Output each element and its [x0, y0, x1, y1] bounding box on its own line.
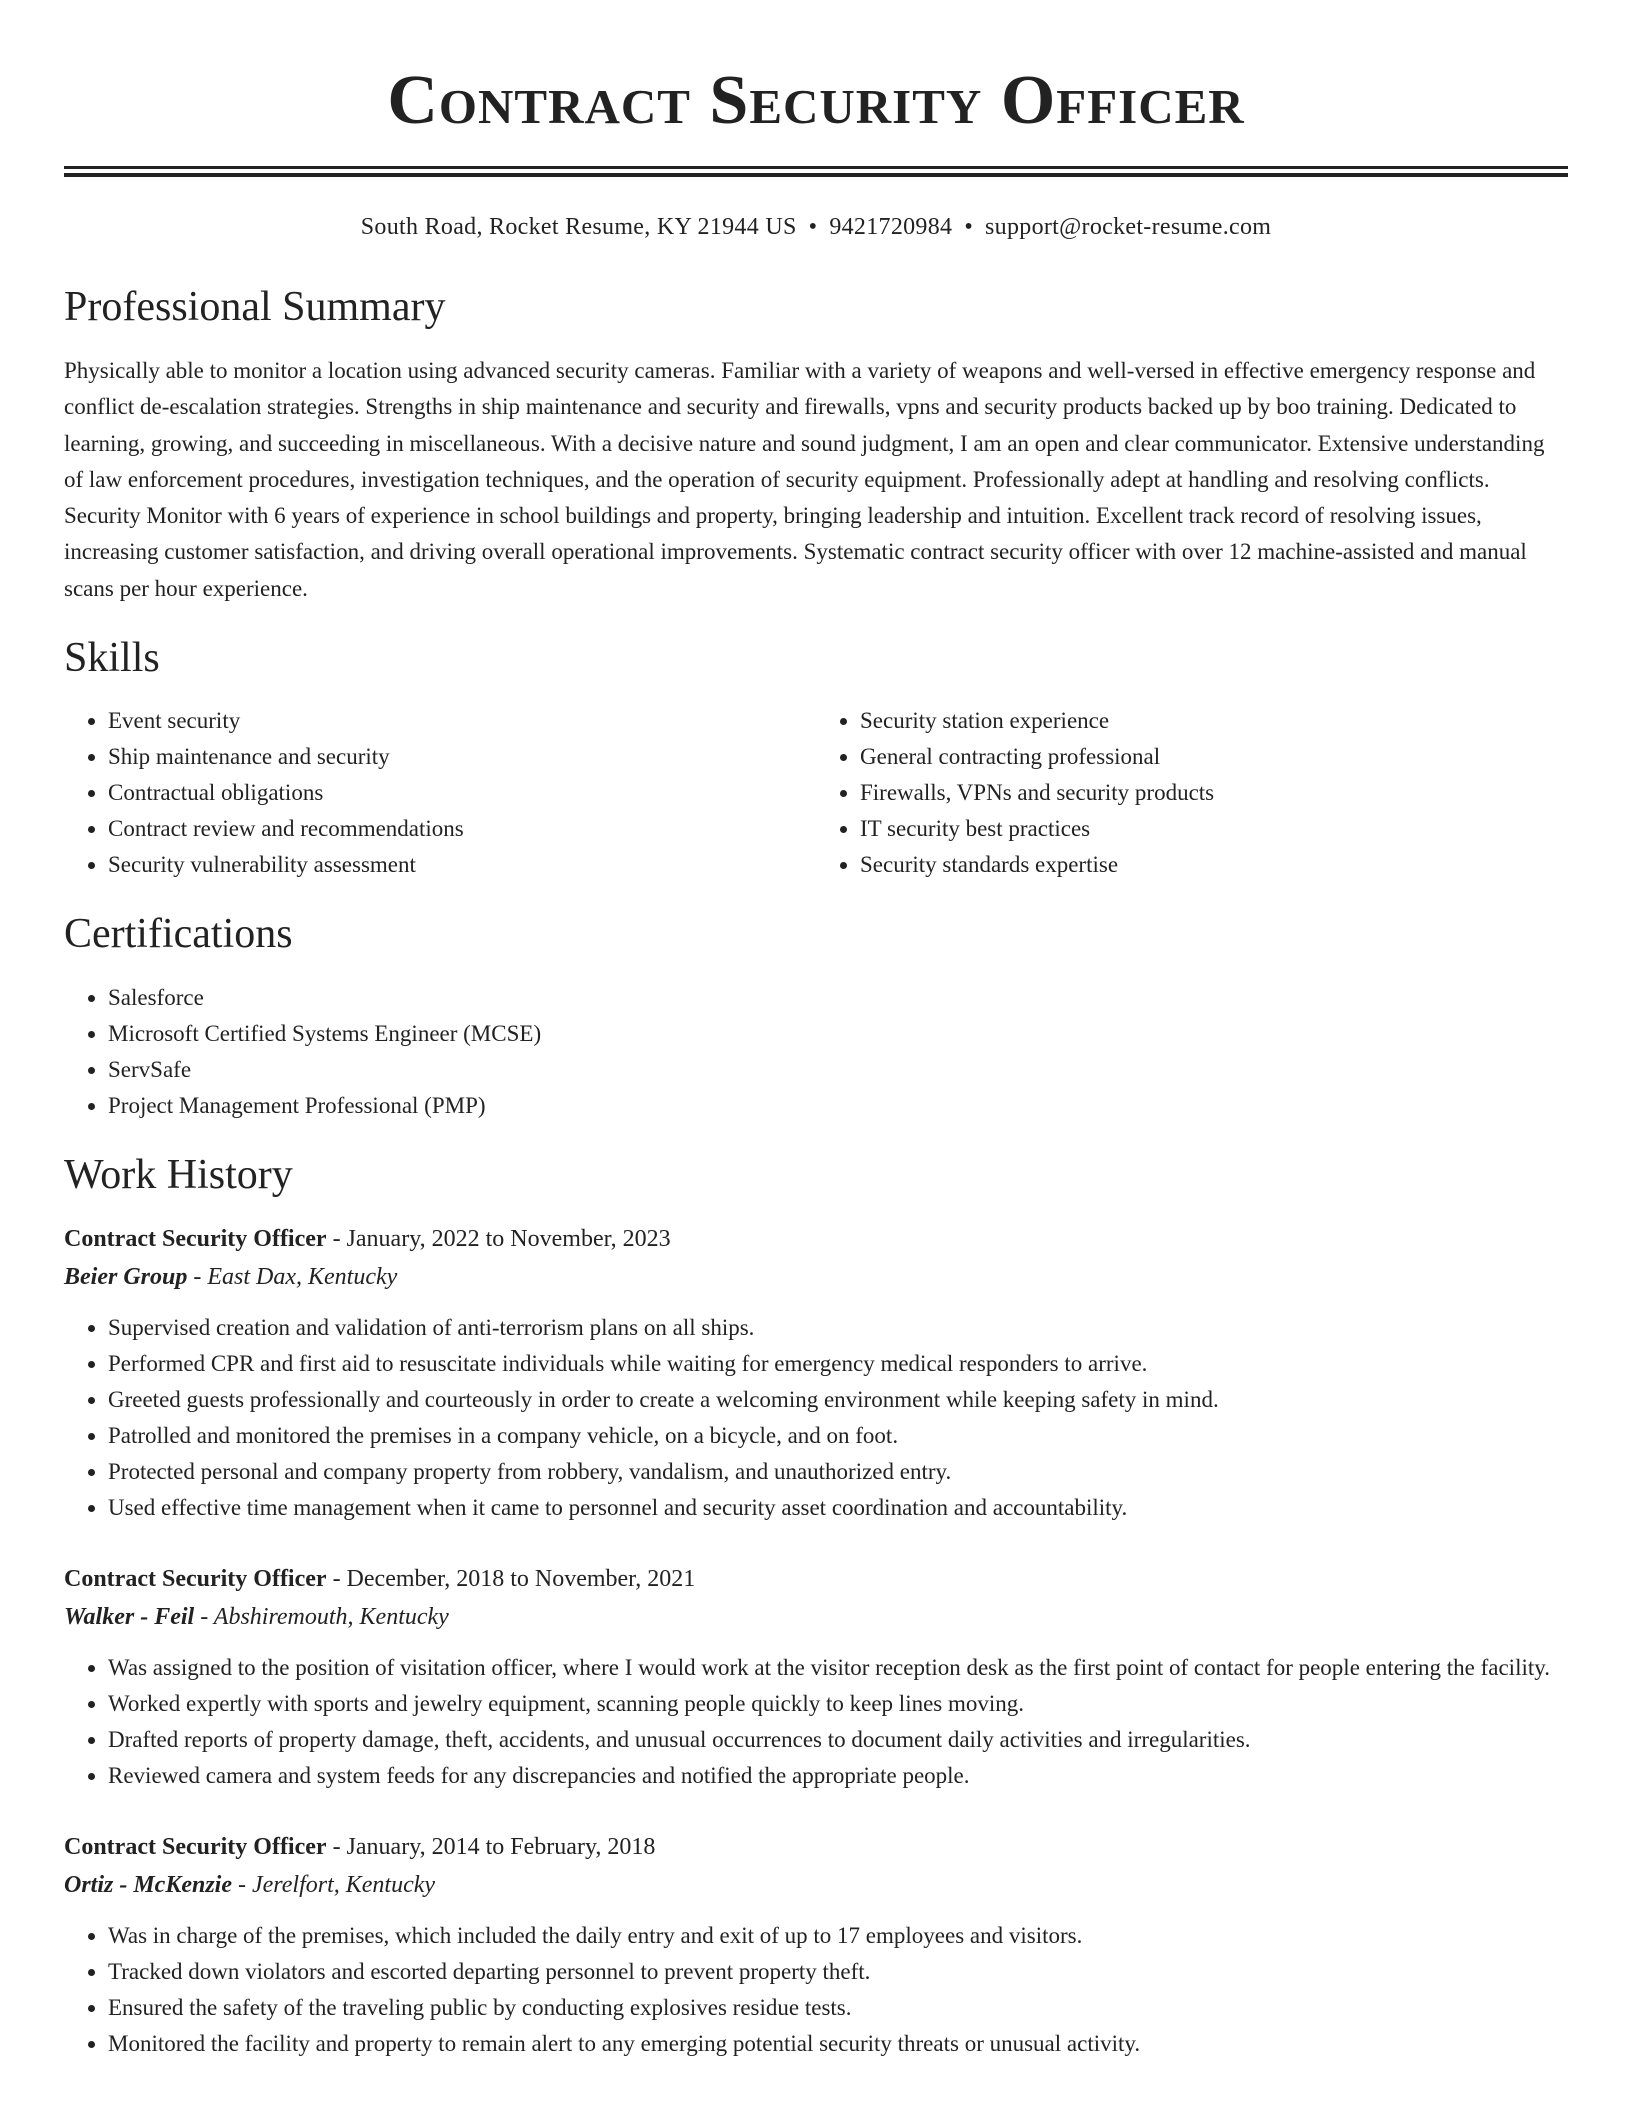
skill-item: • Event security: [108, 703, 816, 739]
employer-location: - Jerelfort, Kentucky: [232, 1872, 436, 1899]
job-title: Contract Security Officer: [64, 1566, 327, 1593]
job-bullet: • Supervised creation and validation of anti-terrorism plans on all ships.: [108, 1310, 1568, 1346]
certification-item: • ServSafe: [108, 1052, 1568, 1088]
job-bullet: • Patrolled and monitored the premises in a company vehicle, on a bicycle, and on foot.: [108, 1418, 1568, 1454]
skill-item: • Security station experience: [860, 703, 1568, 739]
skills-heading: Skills: [64, 635, 160, 682]
summary-text: Physically able to monitor a location using advanced security cameras. Familiar with a variety of weapons and well-versed in effective emergency response and conflict de-escalation strategies. Strengths in ship maintenance and security and firewalls, vpns and security products backed up by boo training. Dedicated to learning, growing, and succeeding in miscellaneous. With a decisive nature and sound judgment, I am an open and clear communicator. Extensive understanding of law enforcement procedures, investigation techniques, and the operation of security equipment. Professionally adept at handling and resolving conflicts. Security Monitor with 6 years of experience in school buildings and property, bringing leadership and intuition. Excellent track record of resolving issues, increasing customer satisfaction, and driving overall operational improvements. Systematic contract security officer with over 12 machine-assisted and manual scans per hour experience.: [64, 358, 1545, 601]
job-bullet: • Tracked down violators and escorted departing personnel to prevent property theft.: [108, 1954, 1568, 1990]
contact-phone: 9421720984: [829, 214, 953, 240]
resume-name: Contract Security Officer: [387, 62, 1245, 139]
skill-item: • Security vulnerability assessment: [108, 847, 816, 883]
certification-item: • Project Management Professional (PMP): [108, 1088, 1568, 1124]
certification-item: • Salesforce: [108, 980, 1568, 1016]
employer-name: Beier Group: [64, 1264, 188, 1291]
contact-email: support@rocket-resume.com: [985, 214, 1272, 240]
employer-location: - East Dax, Kentucky: [187, 1264, 398, 1291]
job-bullets: [64, 1650, 1568, 1794]
job-bullets: [64, 1310, 1568, 1526]
job-entry: [64, 1560, 1568, 1794]
contact-separator: •: [964, 214, 974, 240]
job-bullet: • Was assigned to the position of visitation officer, where I would work at the visitor reception desk as the first point of contact for people entering the facility.: [108, 1650, 1568, 1686]
job-bullet: • Reviewed camera and system feeds for any discrepancies and notified the appropriate people.: [108, 1758, 1568, 1794]
job-bullet: • Protected personal and company property from robbery, vandalism, and unauthorized entry.: [108, 1454, 1568, 1490]
employer-name: Walker - Feil: [64, 1604, 195, 1631]
job-title: Contract Security Officer: [64, 1226, 327, 1253]
job-bullet: • Greeted guests professionally and courteously in order to create a welcoming environment while keeping safety in mind.: [108, 1382, 1568, 1418]
job-bullet: • Used effective time management when it came to personnel and security asset coordination and accountability.: [108, 1490, 1568, 1526]
certifications-list: [64, 980, 1568, 1124]
skill-item: • Firewalls, VPNs and security products: [860, 775, 1568, 811]
skill-item: • Contract review and recommendations: [108, 811, 816, 847]
skill-item: • Ship maintenance and security: [108, 739, 816, 775]
job-title-line: [64, 1220, 1568, 1258]
job-entry: [64, 1828, 1568, 2062]
job-bullet: • Was in charge of the premises, which included the daily entry and exit of up to 17 employees and visitors.: [108, 1918, 1568, 1954]
title-divider: [64, 166, 1568, 177]
skill-item: • Contractual obligations: [108, 775, 816, 811]
job-entry: [64, 1220, 1568, 1526]
skills-columns: [64, 703, 1568, 883]
work-history-heading: Work History: [64, 1152, 293, 1199]
job-title-line: [64, 1560, 1568, 1598]
job-title: Contract Security Officer: [64, 1834, 327, 1861]
job-bullet: • Performed CPR and first aid to resuscitate individuals while waiting for emergency medical responders to arrive.: [108, 1346, 1568, 1382]
job-bullet: • Drafted reports of property damage, theft, accidents, and unusual occurrences to document daily activities and irregularities.: [108, 1722, 1568, 1758]
job-dates: - January, 2022 to November, 2023: [326, 1226, 671, 1253]
skill-item: • Security standards expertise: [860, 847, 1568, 883]
job-dates: - December, 2018 to November, 2021: [326, 1566, 696, 1593]
job-dates: - January, 2014 to February, 2018: [326, 1834, 656, 1861]
summary-heading: Professional Summary: [64, 284, 446, 330]
employer-line: [64, 1866, 1568, 1904]
skill-item: • IT security best practices: [860, 811, 1568, 847]
job-bullets: [64, 1918, 1568, 2062]
certification-item: • Microsoft Certified Systems Engineer (MCSE): [108, 1016, 1568, 1052]
job-bullet: • Ensured the safety of the traveling public by conducting explosives residue tests.: [108, 1990, 1568, 2026]
certifications-heading: Certifications: [64, 911, 293, 958]
job-bullet: • Worked expertly with sports and jewelry equipment, scanning people quickly to keep lines moving.: [108, 1686, 1568, 1722]
skills-left-list: [64, 703, 816, 883]
contact-line: [64, 212, 1568, 242]
skills-right-list: [816, 703, 1568, 883]
employer-line: [64, 1258, 1568, 1296]
employer-line: [64, 1598, 1568, 1636]
employer-name: Ortiz - McKenzie: [64, 1872, 232, 1899]
job-title-line: [64, 1828, 1568, 1866]
job-bullet: • Monitored the facility and property to remain alert to any emerging potential security threats or unusual activity.: [108, 2026, 1568, 2062]
contact-separator: •: [808, 214, 818, 240]
contact-address: South Road, Rocket Resume, KY 21944 US: [360, 214, 797, 240]
skill-item: • General contracting professional: [860, 739, 1568, 775]
employer-location: - Abshiremouth, Kentucky: [194, 1604, 449, 1631]
